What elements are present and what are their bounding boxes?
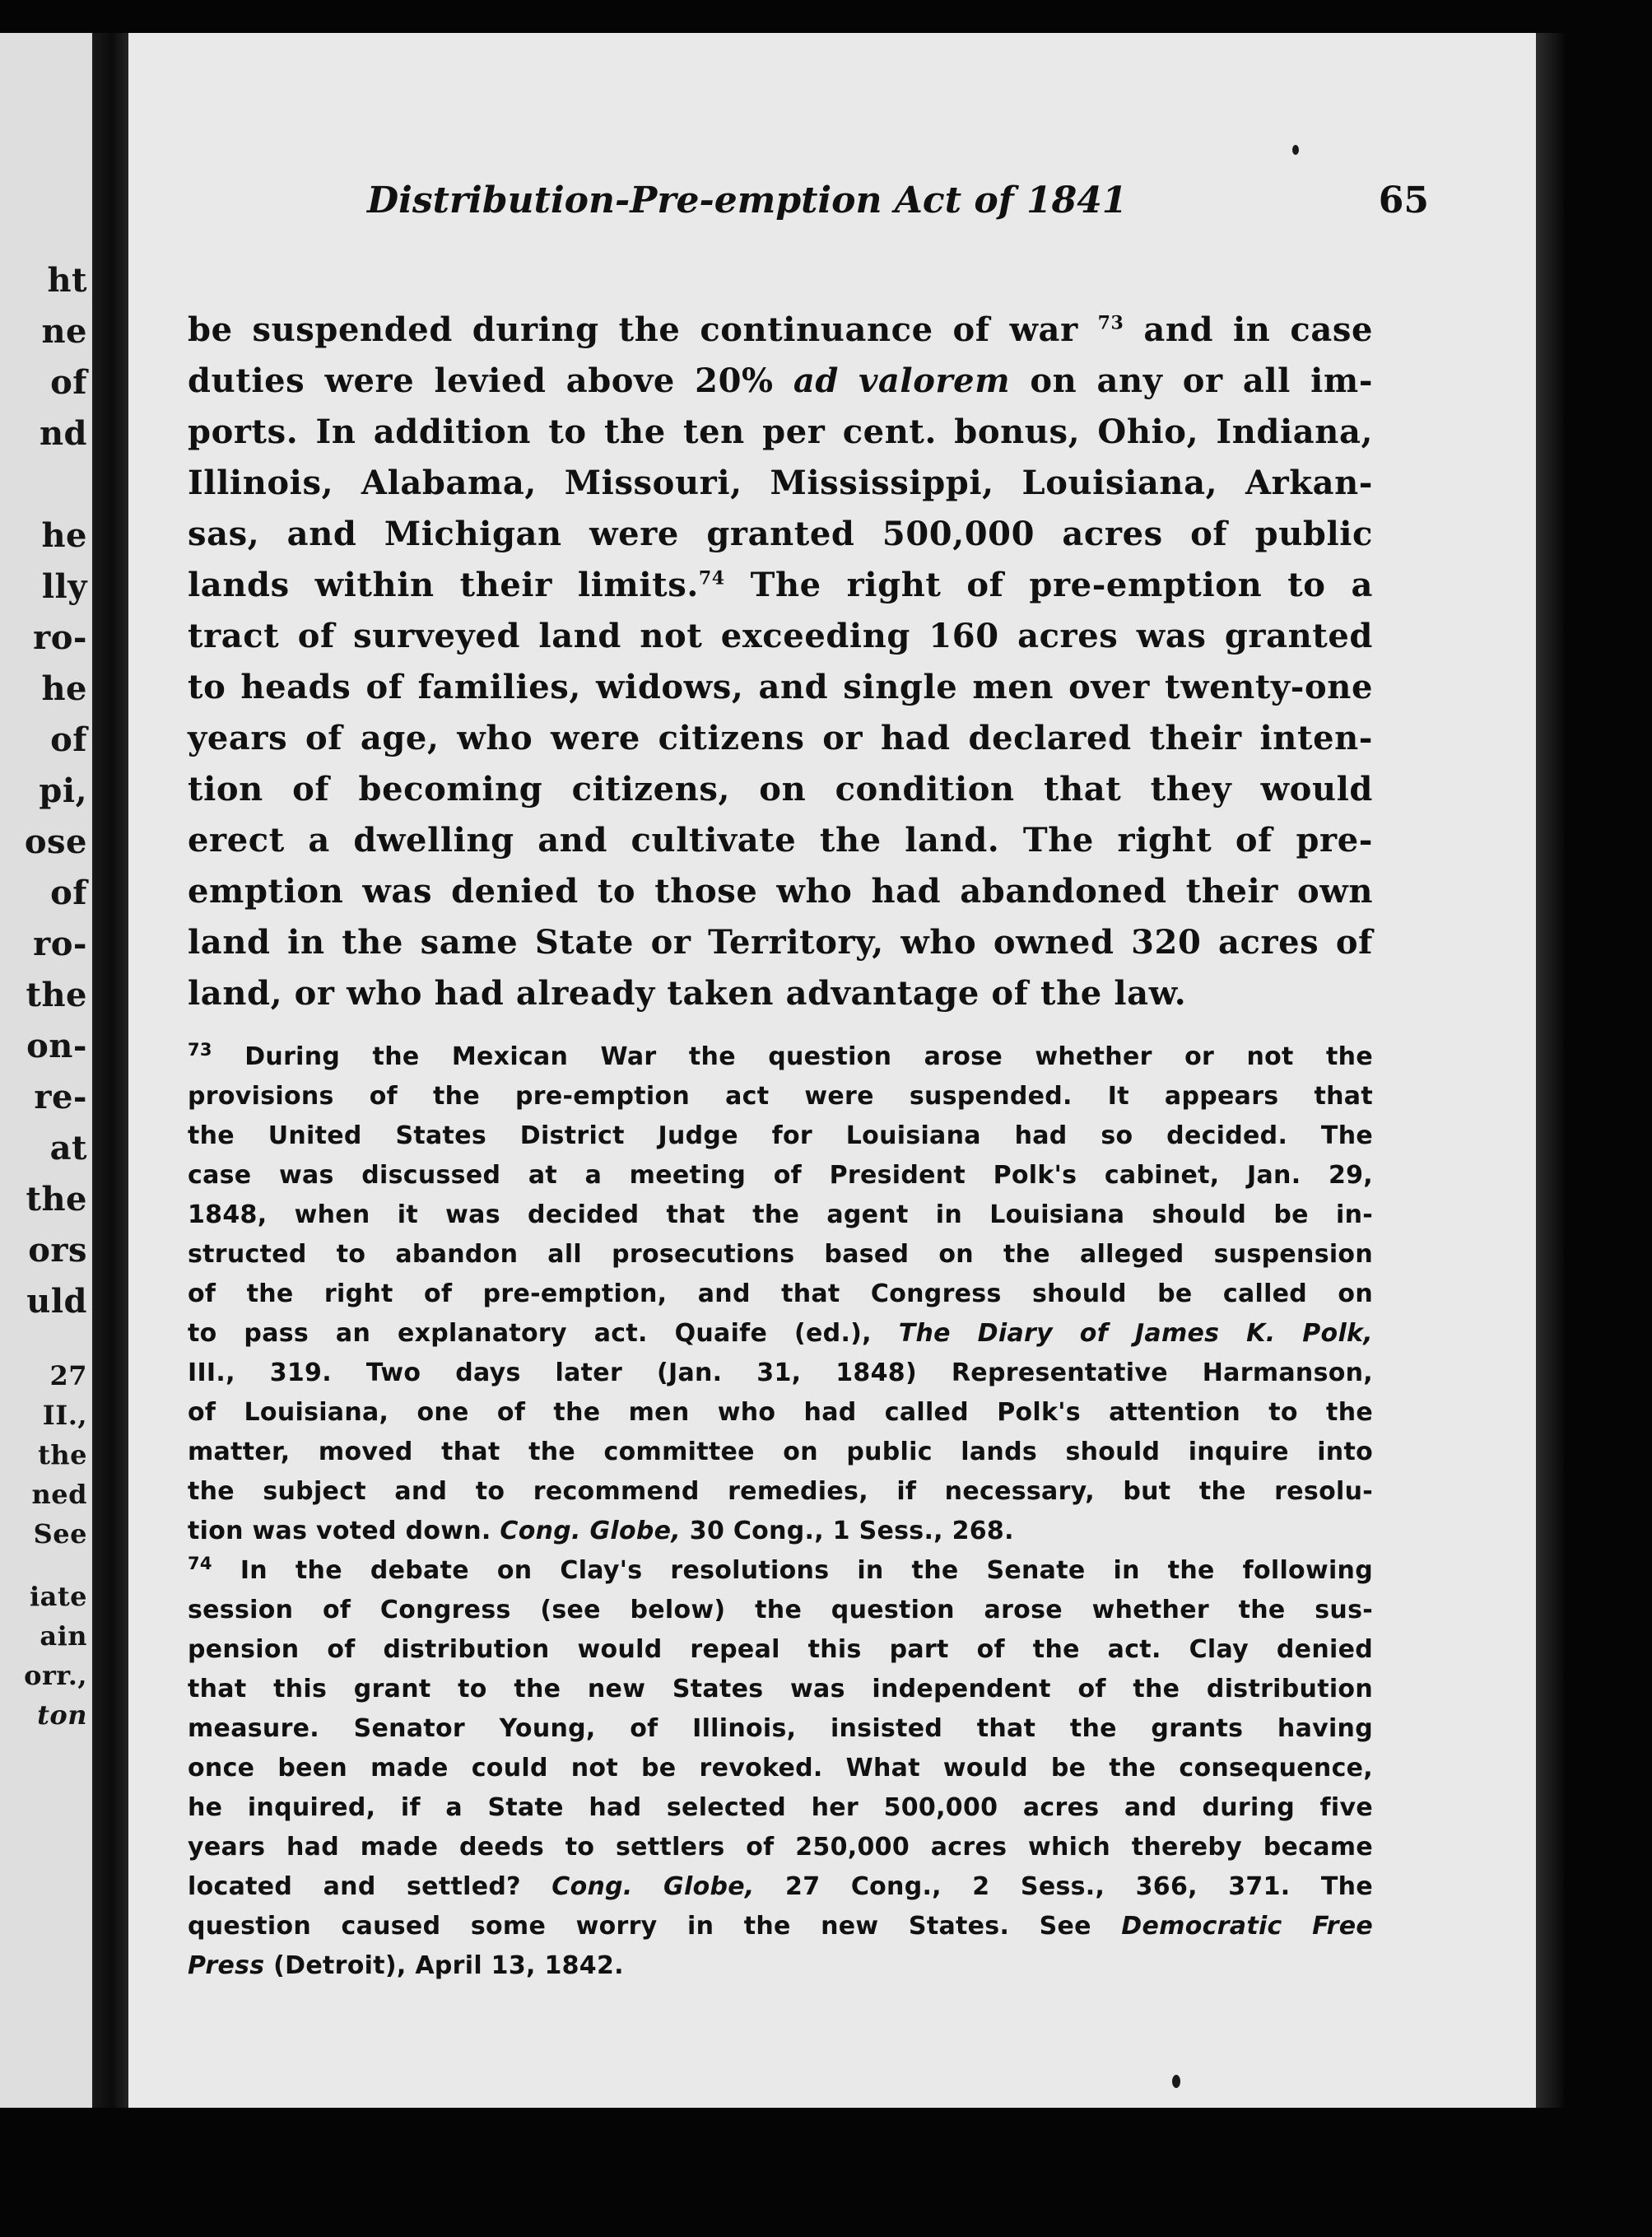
left-fragment: ors: [28, 1231, 87, 1270]
footnote-line: case was discussed at a meeting of President Polk's cabinet, Jan. 29,: [188, 1161, 1373, 1190]
text-line: to heads of families, widows, and single men over twenty-one: [188, 668, 1373, 706]
footnote-line: located and settled? Cong. Globe, 27 Cong., 2 Sess., 366, 371. The: [188, 1872, 1373, 1901]
left-fragment: ro-: [33, 925, 87, 963]
text-line: sas, and Michigan were granted 500,000 acres of public: [188, 515, 1373, 553]
footnote-line: of the right of pre-emption, and that Congress should be called on: [188, 1279, 1373, 1308]
text-line: duties were levied above 20% ad valorem on any or all im-: [188, 361, 1374, 400]
footnote-line: the subject and to recommend remedies, if necessary, but the resolu-: [188, 1477, 1373, 1506]
text-line: be suspended during the continuance of war $^{73}$ and in case: [188, 310, 1374, 349]
left-fragment: on-: [26, 1027, 87, 1065]
text-line: emption was denied to those who had abandoned their own: [188, 872, 1373, 911]
footnote-mark: 73: [188, 1040, 212, 1060]
footnote-line: 1848, when it was decided that the agent in Louisiana should be in-: [188, 1200, 1373, 1229]
footnote-line: years had made deeds to settlers of 250,000 acres which thereby became: [188, 1833, 1373, 1862]
text-line: years of age, who were citizens or had declared their inten-: [188, 719, 1373, 757]
left-fragment: ht: [47, 261, 87, 300]
left-fragment: ose: [24, 823, 87, 861]
left-fragment: nd: [39, 414, 87, 453]
scan-speck: [1172, 2075, 1180, 2088]
text-line: land in the same State or Territory, who owned 320 acres of: [188, 923, 1373, 962]
page-edge-shadow: [1536, 33, 1564, 2108]
left-fragment: re-: [34, 1078, 87, 1116]
left-fragment: ton: [37, 1699, 87, 1731]
left-page-strip: [0, 33, 92, 2108]
left-fragment: II.,: [42, 1400, 87, 1431]
footnote-line: matter, moved that the committee on public lands should inquire into: [188, 1438, 1373, 1466]
footnote-line: to pass an explanatory act. Quaife (ed.), The Diary of James K. Polk,: [188, 1319, 1373, 1348]
footnotes: [188, 1037, 1373, 1986]
text-line: ports. In addition to the ten per cent. bonus, Ohio, Indiana,: [188, 412, 1373, 451]
left-fragment: the: [26, 976, 87, 1014]
footnote-line: once been made could not be revoked. What would be the consequence,: [188, 1754, 1373, 1783]
footnote-mark: 74: [188, 1554, 212, 1573]
left-fragment: ain: [40, 1620, 87, 1652]
left-fragment: he: [41, 516, 87, 555]
text-line: land, or who had already taken advantage of the law.: [188, 974, 1187, 1013]
text-line: tion of becoming citizens, on condition that they would: [188, 770, 1373, 809]
left-fragment: the: [38, 1439, 87, 1470]
footnote-line: $^{74}$ In the debate on Clay's resolutions in the Senate in the following: [188, 1554, 1373, 1585]
footnote-line: pension of distribution would repeal this part of the act. Clay denied: [188, 1635, 1373, 1664]
left-fragment: lly: [41, 567, 87, 606]
left-fragment: he: [41, 669, 87, 708]
footnote-ref: 74: [698, 567, 725, 590]
footnote-line: structed to abandon all prosecutions based on the alleged suspension: [188, 1240, 1373, 1269]
footnote-line: provisions of the pre-emption act were suspended. It appears that: [188, 1082, 1373, 1111]
text-line: Illinois, Alabama, Missouri, Mississippi, Louisiana, Arkan-: [188, 464, 1373, 502]
left-fragment: of: [50, 874, 87, 912]
footnote-line: that this grant to the new States was independent of the distribution: [188, 1675, 1373, 1703]
left-fragment: pi,: [39, 771, 87, 810]
left-fragment: orr.,: [24, 1660, 87, 1691]
left-fragment: uld: [26, 1282, 87, 1321]
left-fragment: iate: [29, 1581, 87, 1612]
left-fragment: ne: [41, 312, 87, 351]
footnote-line: III., 319. Two days later (Jan. 31, 1848) Representative Harmanson,: [188, 1359, 1373, 1387]
footnote-73: [188, 1037, 1373, 1551]
running-head: Distribution-Pre-emption Act of 1841: [367, 179, 1128, 221]
footnote-line: of Louisiana, one of the men who had called Polk's attention to the: [188, 1398, 1373, 1427]
scan-speck: [1292, 145, 1299, 155]
footnote-line: tion was voted down. Cong. Globe, 30 Cong., 1 Sess., 268.: [188, 1517, 1014, 1545]
left-fragment: at: [49, 1129, 87, 1167]
left-fragment: of: [50, 363, 87, 402]
footnote-line: session of Congress (see below) the question arose whether the sus-: [188, 1596, 1373, 1624]
body-paragraph: [188, 305, 1373, 1019]
page-number: 65: [1378, 179, 1429, 221]
text-line: tract of surveyed land not exceeding 160 acres was granted: [188, 617, 1373, 655]
footnote-line: he inquired, if a State had selected her 500,000 acres and during five: [188, 1793, 1373, 1822]
book-page: [128, 33, 1536, 2108]
left-fragment: 27: [49, 1360, 87, 1391]
text-line: erect a dwelling and cultivate the land. The right of pre-: [188, 821, 1373, 860]
footnote-line: measure. Senator Young, of Illinois, insisted that the grants having: [188, 1714, 1373, 1743]
left-fragment: See: [33, 1518, 87, 1550]
text-line: lands within their limits.$^{74}$ The right of pre-emption to a: [188, 566, 1374, 604]
left-fragment: the: [26, 1180, 87, 1219]
footnote-line: Press (Detroit), April 13, 1842.: [188, 1951, 624, 1980]
footnote-line: $^{73}$ During the Mexican War the question arose whether or not the: [188, 1040, 1373, 1071]
left-fragment: of: [50, 720, 87, 759]
footnote-line: the United States District Judge for Louisiana had so decided. The: [188, 1121, 1373, 1150]
left-fragment: ned: [31, 1479, 87, 1510]
book-gutter: [92, 33, 128, 2108]
page-header: [367, 179, 1429, 237]
footnote-ref: 73: [1097, 312, 1124, 334]
footnote-74: [188, 1551, 1373, 1986]
left-fragment: ro-: [33, 618, 87, 657]
footnote-line: question caused some worry in the new States. See Democratic Free: [188, 1912, 1373, 1941]
